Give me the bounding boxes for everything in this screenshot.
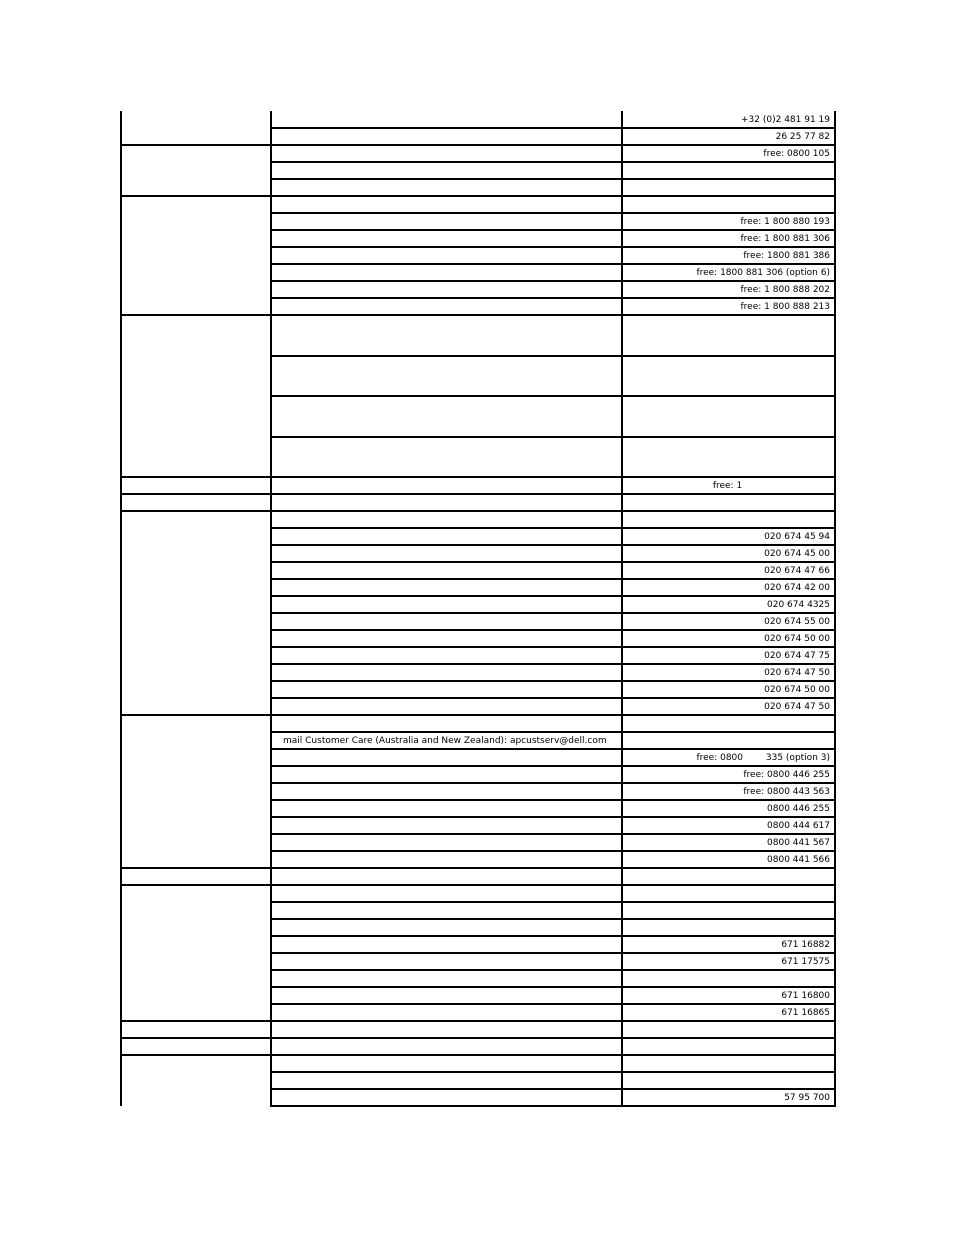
row-phone-number: 0800 444 617 <box>767 821 830 831</box>
row-border <box>270 595 836 597</box>
row-border <box>270 731 836 733</box>
row-phone-number: free: 0800 443 563 <box>743 787 830 797</box>
row-phone-number: 0800 441 566 <box>767 855 830 865</box>
row-phone-number: free: 1 <box>712 481 743 491</box>
row-phone-number: 020 674 47 66 <box>764 566 830 576</box>
row-border <box>270 680 836 682</box>
row-border <box>270 1071 836 1073</box>
row-phone-number: 0800 441 567 <box>767 838 830 848</box>
row-phone-number: 020 674 50 00 <box>764 685 830 695</box>
row-phone-number: free: 1 800 888 202 <box>740 285 830 295</box>
column-border-mid2 <box>621 111 623 1106</box>
row-phone-number: free: 1 800 881 306 <box>740 234 830 244</box>
row-phone-number: 671 16865 <box>781 1008 830 1018</box>
row-border <box>270 782 836 784</box>
row-border <box>120 144 836 146</box>
row-border <box>270 935 836 937</box>
row-phone-number: free: 1 800 880 193 <box>740 217 830 227</box>
row-border <box>120 493 836 495</box>
row-phone-number: 020 674 42 00 <box>764 583 830 593</box>
row-border <box>270 952 836 954</box>
column-border-left <box>120 111 122 1106</box>
row-border <box>270 833 836 835</box>
row-border <box>270 263 836 265</box>
row-phone-number: 020 674 47 50 <box>764 702 830 712</box>
row-border <box>270 161 836 163</box>
row-phone-number: 020 674 47 75 <box>764 651 830 661</box>
row-phone-number: 020 674 4325 <box>767 600 830 610</box>
row-border <box>270 544 836 546</box>
row-border <box>270 986 836 988</box>
row-border <box>270 127 836 129</box>
row-border <box>270 355 836 357</box>
row-phone-number: free: 0800 105 <box>763 149 830 159</box>
row-phone-number: free: 1800 881 386 <box>743 251 830 261</box>
row-border <box>120 1020 836 1022</box>
row-phone-number: 671 16800 <box>781 991 830 1001</box>
row-phone-number: 020 674 45 00 <box>764 549 830 559</box>
row-border <box>270 578 836 580</box>
row-border <box>270 1105 836 1107</box>
row-border <box>120 510 836 512</box>
row-phone-number: 57 95 700 <box>784 1093 830 1103</box>
row-border <box>270 229 836 231</box>
row-border <box>270 697 836 699</box>
row-border <box>270 527 836 529</box>
row-border <box>270 646 836 648</box>
row-phone-number: free: 1800 881 306 (option 6) <box>696 268 830 278</box>
row-border <box>120 714 836 716</box>
row-border <box>270 748 836 750</box>
row-border <box>270 816 836 818</box>
row-border <box>270 799 836 801</box>
row-phone-number: free: 1 800 888 213 <box>740 302 830 312</box>
row-phone-number: 020 674 45 94 <box>764 532 830 542</box>
row-border <box>270 280 836 282</box>
row-border <box>270 663 836 665</box>
row-phone-number: 26 25 77 82 <box>775 132 830 142</box>
row-border <box>120 195 836 197</box>
row-phone-number: free: 0800 446 255 <box>743 770 830 780</box>
row-border <box>270 612 836 614</box>
row-phone-number: 0800 446 255 <box>767 804 830 814</box>
row-border <box>120 1037 836 1039</box>
row-border <box>270 436 836 438</box>
row-border <box>270 918 836 920</box>
column-border-mid1 <box>270 111 272 1106</box>
row-description: mail Customer Care (Australia and New Zealand): apcustserv@dell.com <box>283 736 607 746</box>
row-border <box>270 629 836 631</box>
row-border <box>120 867 836 869</box>
row-border <box>270 395 836 397</box>
column-border-right <box>834 111 836 1106</box>
row-border <box>120 1054 836 1056</box>
row-border <box>270 561 836 563</box>
row-border <box>120 314 836 316</box>
row-phone-number: 020 674 55 00 <box>764 617 830 627</box>
row-border <box>270 901 836 903</box>
row-border <box>270 297 836 299</box>
row-border <box>270 1088 836 1090</box>
row-border <box>270 246 836 248</box>
row-phone-number: +32 (0)2 481 91 19 <box>741 115 830 125</box>
row-border <box>270 969 836 971</box>
row-border <box>120 884 836 886</box>
row-border <box>120 476 836 478</box>
row-phone-number: 020 674 50 00 <box>764 634 830 644</box>
row-border <box>270 1003 836 1005</box>
row-phone-number: 671 16882 <box>781 940 830 950</box>
row-border <box>270 178 836 180</box>
row-phone-number: 020 674 47 50 <box>764 668 830 678</box>
row-border <box>270 212 836 214</box>
row-phone-number: 671 17575 <box>781 957 830 967</box>
row-border <box>270 850 836 852</box>
row-phone-number: free: 0800 335 (option 3) <box>696 753 830 763</box>
row-border <box>270 765 836 767</box>
